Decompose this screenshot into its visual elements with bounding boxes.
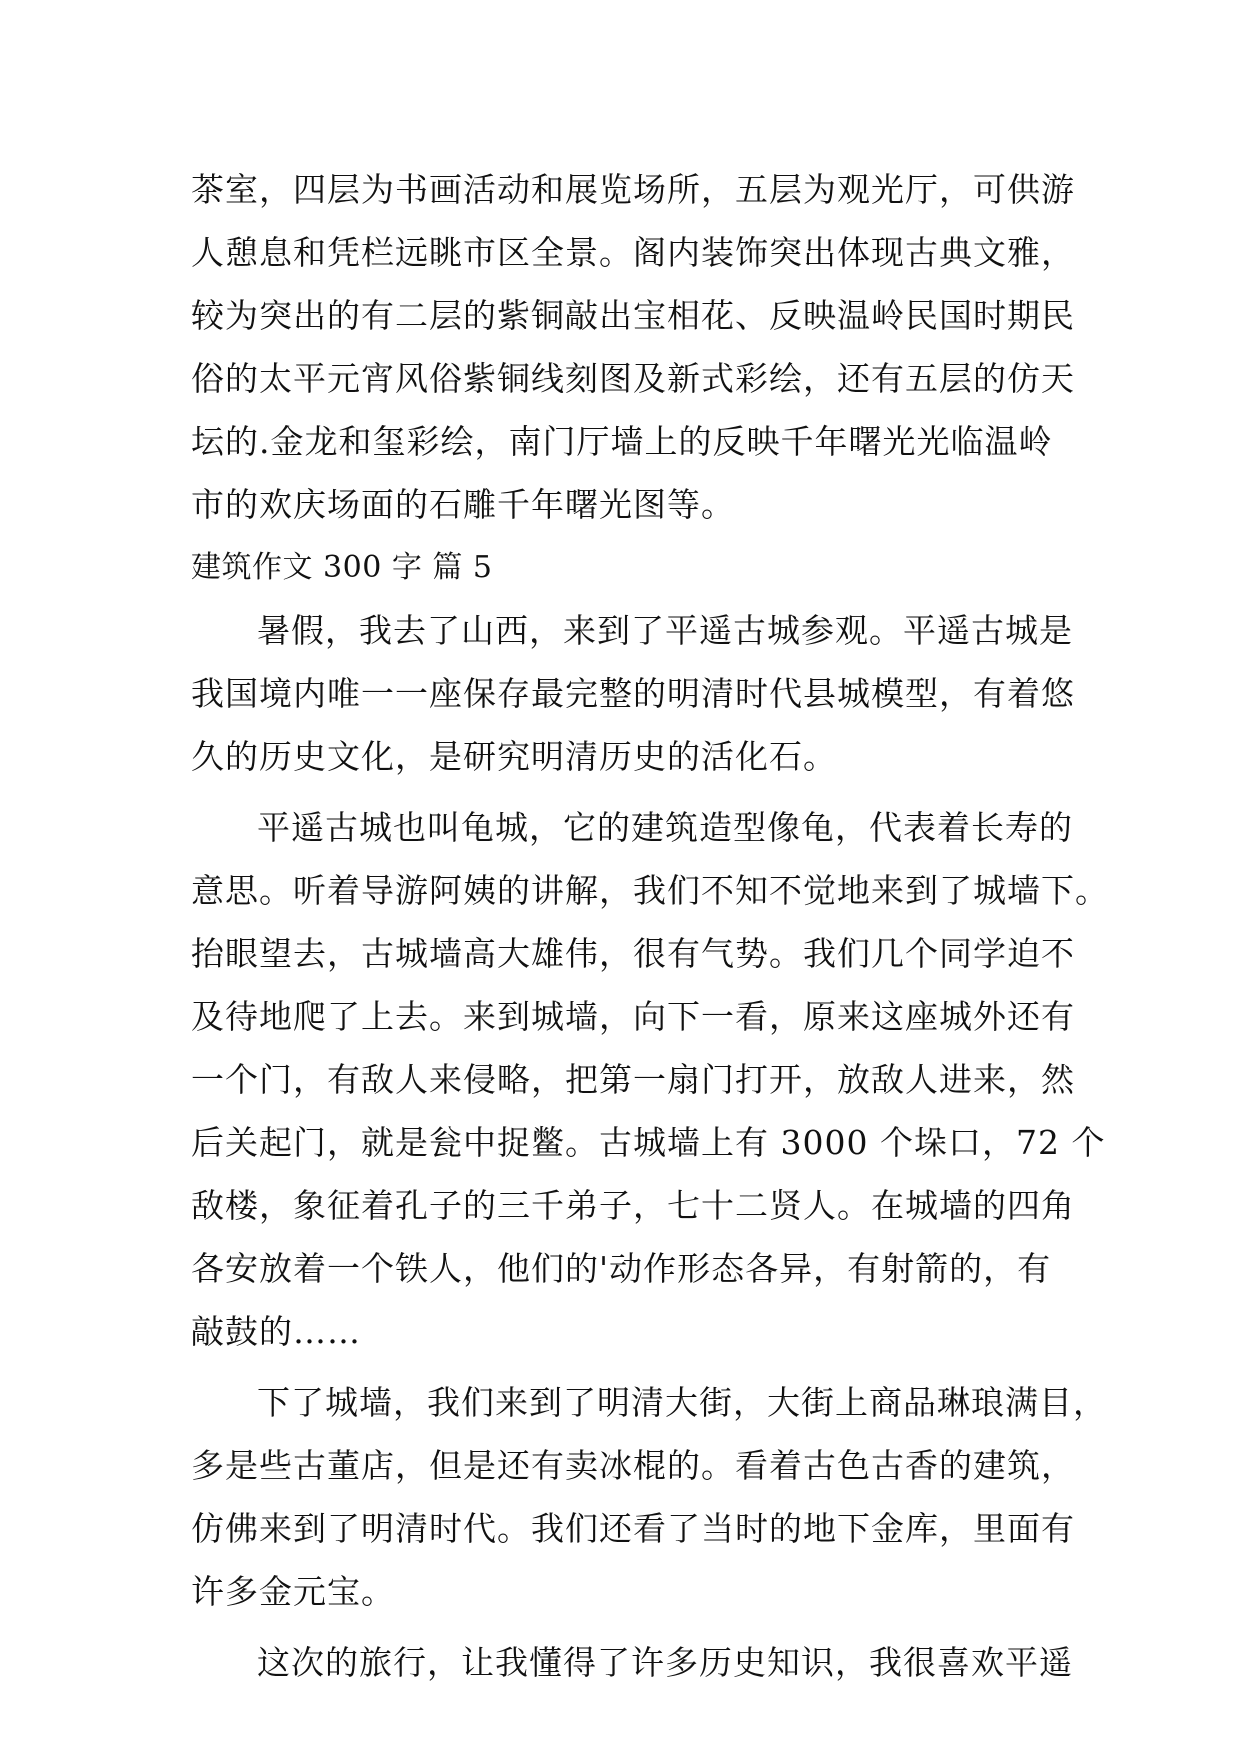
text-line: 仿佛来到了明清时代。我们还看了当时的地下金库，里面有	[191, 1509, 1075, 1548]
text-line: 平遥古城也叫龟城，它的建筑造型像龟，代表着长寿的	[257, 808, 1073, 847]
paragraph-spacer	[191, 1623, 1057, 1631]
text-line: 各安放着一个铁人，他们的'动作形态各异，有射箭的，有	[191, 1249, 1052, 1288]
text-line: 敌楼，象征着孔子的三千弟子，七十二贤人。在城墙的四角	[191, 1186, 1075, 1225]
text-line: 意思。听着导游阿姨的讲解，我们不知不觉地来到了城墙下。	[191, 871, 1109, 910]
text-line: 这次的旅行，让我懂得了许多历史知识，我很喜欢平遥	[257, 1643, 1073, 1682]
text-line: 市的欢庆场面的石雕千年曙光图等。	[191, 485, 735, 524]
text-line: 较为突出的有二层的紫铜敲出宝相花、反映温岭民国时期民	[191, 296, 1075, 335]
text-line: 暑假，我去了山西，来到了平遥古城参观。平遥古城是	[257, 611, 1073, 650]
intro-paragraph	[191, 158, 1075, 536]
paragraph	[191, 1371, 1107, 1623]
section-heading: 建筑作文 300 字 篇 5	[191, 550, 493, 585]
text-line: 后关起门，就是瓮中捉鳖。古城墙上有 3000 个垛口，72 个	[191, 1123, 1106, 1162]
text-line: 我国境内唯一一座保存最完整的明清时代县城模型，有着悠	[191, 674, 1075, 713]
text-line: 抬眼望去，古城墙高大雄伟，很有气势。我们几个同学迫不	[191, 934, 1075, 973]
text-line: 坛的.金龙和玺彩绘，南门厅墙上的反映千年曙光光临温岭	[191, 422, 1053, 461]
paragraph	[191, 599, 1075, 788]
document-body	[191, 158, 1109, 1694]
text-line: 敲鼓的……	[191, 1312, 361, 1351]
text-line: 许多金元宝。	[191, 1572, 395, 1611]
text-line: 多是些古董店，但是还有卖冰棍的。看着古色古香的建筑，	[191, 1446, 1075, 1485]
text-line: 茶室，四层为书画活动和展览场所，五层为观光厅，可供游	[191, 170, 1075, 209]
paragraph	[191, 1631, 1073, 1694]
text-line: 俗的太平元宵风俗紫铜线刻图及新式彩绘，还有五层的仿天	[191, 359, 1075, 398]
text-line: 及待地爬了上去。来到城墙，向下一看，原来这座城外还有	[191, 997, 1075, 1036]
paragraph	[191, 796, 1109, 1363]
text-line: 人憩息和凭栏远眺市区全景。阁内装饰突出体现古典文雅，	[191, 233, 1075, 272]
text-line: 久的历史文化，是研究明清历史的活化石。	[191, 737, 837, 776]
text-line: 下了城墙，我们来到了明清大街，大街上商品琳琅满目，	[257, 1383, 1107, 1422]
text-line: 一个门，有敌人来侵略，把第一扇门打开，放敌人进来，然	[191, 1060, 1075, 1099]
paragraph-spacer	[191, 788, 1057, 796]
paragraph-spacer	[191, 1363, 1057, 1371]
